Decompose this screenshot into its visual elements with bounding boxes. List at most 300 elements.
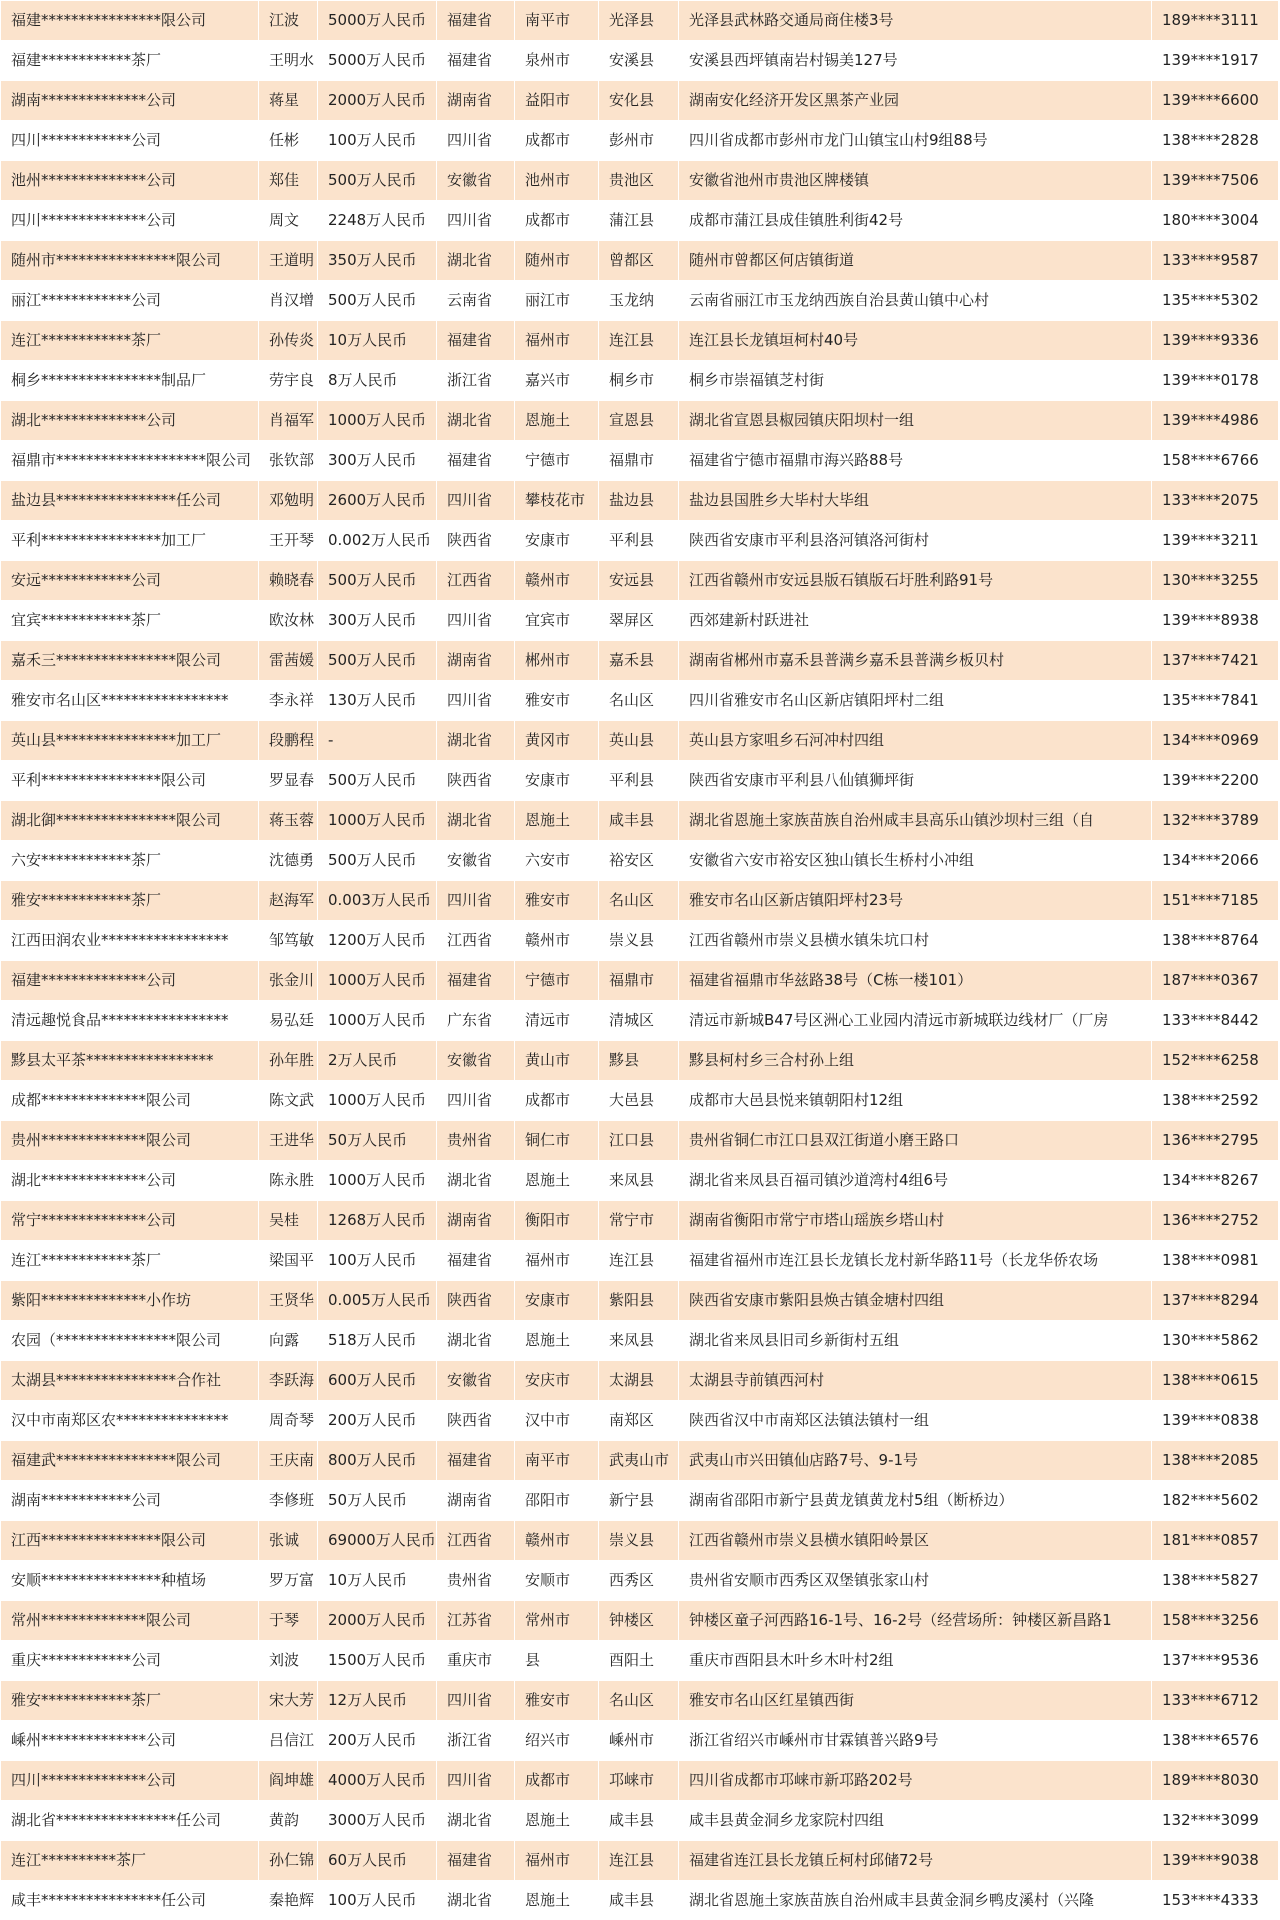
phone-cell: 139****7506: [1152, 161, 1279, 201]
table-row: [1, 481, 1279, 521]
legal-person-cell: 陈文武: [259, 1081, 318, 1121]
registered-capital-cell: 0.002万人民币: [318, 521, 437, 561]
county-cell: 太湖县: [599, 1361, 679, 1401]
city-cell: 恩施土: [515, 1801, 599, 1841]
address-cell: 武夷山市兴田镇仙店路7号、9-1号: [679, 1441, 1152, 1481]
phone-cell: 134****2066: [1152, 841, 1279, 881]
registered-capital-cell: 50万人民币: [318, 1121, 437, 1161]
registered-capital-cell: 4000万人民币: [318, 1761, 437, 1801]
province-cell: 湖南省: [437, 641, 515, 681]
county-cell: 咸丰县: [599, 1881, 679, 1920]
table-row: [1, 201, 1279, 241]
city-cell: 赣州市: [515, 561, 599, 601]
address-cell: 雅安市名山区新店镇阳坪村23号: [679, 881, 1152, 921]
table-row: [1, 1641, 1279, 1681]
city-cell: 安康市: [515, 521, 599, 561]
phone-cell: 137****9536: [1152, 1641, 1279, 1681]
county-cell: 光泽县: [599, 1, 679, 41]
phone-cell: 138****5827: [1152, 1561, 1279, 1601]
table-row: [1, 961, 1279, 1001]
county-cell: 盐边县: [599, 481, 679, 521]
city-cell: 黄山市: [515, 1041, 599, 1081]
county-cell: 平利县: [599, 521, 679, 561]
county-cell: 西秀区: [599, 1561, 679, 1601]
table-row: [1, 1161, 1279, 1201]
legal-person-cell: 邹笃敏: [259, 921, 318, 961]
registered-capital-cell: -: [318, 721, 437, 761]
address-cell: 福建省宁德市福鼎市海兴路88号: [679, 441, 1152, 481]
phone-cell: 158****3256: [1152, 1601, 1279, 1641]
city-cell: 宜宾市: [515, 601, 599, 641]
city-cell: 常州市: [515, 1601, 599, 1641]
province-cell: 四川省: [437, 1681, 515, 1721]
phone-cell: 139****3211: [1152, 521, 1279, 561]
address-cell: 连江县长龙镇垣柯村40号: [679, 321, 1152, 361]
table-row: [1, 801, 1279, 841]
province-cell: 福建省: [437, 1241, 515, 1281]
legal-person-cell: 王贤华: [259, 1281, 318, 1321]
province-cell: 浙江省: [437, 361, 515, 401]
phone-cell: 133****8442: [1152, 1001, 1279, 1041]
city-cell: 随州市: [515, 241, 599, 281]
phone-cell: 133****2075: [1152, 481, 1279, 521]
city-cell: 赣州市: [515, 921, 599, 961]
table-row: [1, 1681, 1279, 1721]
company-name-cell: 连江**********茶厂: [1, 1841, 259, 1881]
province-cell: 四川省: [437, 1761, 515, 1801]
province-cell: 福建省: [437, 1441, 515, 1481]
address-cell: 湖南安化经济开发区黑茶产业园: [679, 81, 1152, 121]
province-cell: 湖北省: [437, 1801, 515, 1841]
address-cell: 陕西省汉中市南郑区法镇法镇村一组: [679, 1401, 1152, 1441]
county-cell: 咸丰县: [599, 801, 679, 841]
phone-cell: 158****6766: [1152, 441, 1279, 481]
city-cell: 泉州市: [515, 41, 599, 81]
legal-person-cell: 孙年胜: [259, 1041, 318, 1081]
company-name-cell: 嵊州**************公司: [1, 1721, 259, 1761]
city-cell: 县: [515, 1641, 599, 1681]
province-cell: 四川省: [437, 1081, 515, 1121]
province-cell: 安徽省: [437, 1041, 515, 1081]
province-cell: 陕西省: [437, 1401, 515, 1441]
table-row: [1, 161, 1279, 201]
legal-person-cell: 陈永胜: [259, 1161, 318, 1201]
county-cell: 英山县: [599, 721, 679, 761]
company-name-cell: 江西田润农业*****************: [1, 921, 259, 961]
province-cell: 湖南省: [437, 1481, 515, 1521]
phone-cell: 182****5602: [1152, 1481, 1279, 1521]
phone-cell: 139****2200: [1152, 761, 1279, 801]
registered-capital-cell: 0.003万人民币: [318, 881, 437, 921]
county-cell: 安化县: [599, 81, 679, 121]
registered-capital-cell: 5000万人民币: [318, 41, 437, 81]
company-name-cell: 平利****************加工厂: [1, 521, 259, 561]
registered-capital-cell: 2万人民币: [318, 1041, 437, 1081]
table-row: [1, 641, 1279, 681]
legal-person-cell: 宋大芳: [259, 1681, 318, 1721]
table-row: [1, 1361, 1279, 1401]
legal-person-cell: 刘波: [259, 1641, 318, 1681]
city-cell: 六安市: [515, 841, 599, 881]
county-cell: 名山区: [599, 881, 679, 921]
registered-capital-cell: 12万人民币: [318, 1681, 437, 1721]
company-name-cell: 四川**************公司: [1, 201, 259, 241]
registered-capital-cell: 1268万人民币: [318, 1201, 437, 1241]
registered-capital-cell: 2000万人民币: [318, 81, 437, 121]
table-row: [1, 681, 1279, 721]
phone-cell: 138****2085: [1152, 1441, 1279, 1481]
city-cell: 益阳市: [515, 81, 599, 121]
province-cell: 安徽省: [437, 841, 515, 881]
legal-person-cell: 向露: [259, 1321, 318, 1361]
province-cell: 福建省: [437, 1841, 515, 1881]
address-cell: 江西省赣州市安远县版石镇版石圩胜利路91号: [679, 561, 1152, 601]
address-cell: 湖北省来凤县旧司乡新街村五组: [679, 1321, 1152, 1361]
city-cell: 汉中市: [515, 1401, 599, 1441]
legal-person-cell: 劳宇良: [259, 361, 318, 401]
registered-capital-cell: 1000万人民币: [318, 1161, 437, 1201]
province-cell: 江西省: [437, 921, 515, 961]
legal-person-cell: 李跃海: [259, 1361, 318, 1401]
county-cell: 紫阳县: [599, 1281, 679, 1321]
county-cell: 贵池区: [599, 161, 679, 201]
legal-person-cell: 蒋玉蓉: [259, 801, 318, 841]
address-cell: 英山县方家咀乡石河冲村四组: [679, 721, 1152, 761]
table-row: [1, 321, 1279, 361]
table-row: [1, 1521, 1279, 1561]
phone-cell: 139****6600: [1152, 81, 1279, 121]
province-cell: 福建省: [437, 321, 515, 361]
phone-cell: 138****0615: [1152, 1361, 1279, 1401]
company-name-cell: 常宁**************公司: [1, 1201, 259, 1241]
address-cell: 安徽省池州市贵池区牌楼镇: [679, 161, 1152, 201]
phone-cell: 152****6258: [1152, 1041, 1279, 1081]
table-row: [1, 121, 1279, 161]
table-row: [1, 1561, 1279, 1601]
phone-cell: 151****7185: [1152, 881, 1279, 921]
legal-person-cell: 吕信江: [259, 1721, 318, 1761]
city-cell: 福州市: [515, 1841, 599, 1881]
company-name-cell: 农园（****************限公司: [1, 1321, 259, 1361]
province-cell: 福建省: [437, 41, 515, 81]
legal-person-cell: 赖晓春: [259, 561, 318, 601]
registered-capital-cell: 8万人民币: [318, 361, 437, 401]
registered-capital-cell: 60万人民币: [318, 1841, 437, 1881]
phone-cell: 136****2752: [1152, 1201, 1279, 1241]
phone-cell: 139****1917: [1152, 41, 1279, 81]
city-cell: 丽江市: [515, 281, 599, 321]
table-row: [1, 1241, 1279, 1281]
phone-cell: 132****3099: [1152, 1801, 1279, 1841]
address-cell: 安溪县西坪镇南岩村锡美127号: [679, 41, 1152, 81]
table-row: [1, 1721, 1279, 1761]
county-cell: 名山区: [599, 1681, 679, 1721]
address-cell: 咸丰县黄金洞乡龙家院村四组: [679, 1801, 1152, 1841]
county-cell: 连江县: [599, 1841, 679, 1881]
province-cell: 湖北省: [437, 801, 515, 841]
table-row: [1, 1481, 1279, 1521]
address-cell: 四川省雅安市名山区新店镇阳坪村二组: [679, 681, 1152, 721]
table-row: [1, 1081, 1279, 1121]
city-cell: 赣州市: [515, 1521, 599, 1561]
company-name-cell: 安远************公司: [1, 561, 259, 601]
province-cell: 四川省: [437, 201, 515, 241]
city-cell: 恩施土: [515, 401, 599, 441]
legal-person-cell: 段鹏程: [259, 721, 318, 761]
table-row: [1, 441, 1279, 481]
province-cell: 贵州省: [437, 1561, 515, 1601]
address-cell: 四川省成都市彭州市龙门山镇宝山村9组88号: [679, 121, 1152, 161]
address-cell: 太湖县寺前镇西河村: [679, 1361, 1152, 1401]
province-cell: 安徽省: [437, 161, 515, 201]
address-cell: 江西省赣州市崇义县横水镇阳岭景区: [679, 1521, 1152, 1561]
province-cell: 陕西省: [437, 1281, 515, 1321]
province-cell: 江苏省: [437, 1601, 515, 1641]
legal-person-cell: 罗显春: [259, 761, 318, 801]
province-cell: 浙江省: [437, 1721, 515, 1761]
phone-cell: 130****5862: [1152, 1321, 1279, 1361]
registered-capital-cell: 1000万人民币: [318, 401, 437, 441]
company-name-cell: 嘉禾三****************限公司: [1, 641, 259, 681]
phone-cell: 180****3004: [1152, 201, 1279, 241]
legal-person-cell: 孙仁锦: [259, 1841, 318, 1881]
county-cell: 常宁市: [599, 1201, 679, 1241]
company-name-cell: 福建****************限公司: [1, 1, 259, 41]
company-name-cell: 福建************茶厂: [1, 41, 259, 81]
phone-cell: 139****8938: [1152, 601, 1279, 641]
legal-person-cell: 王道明: [259, 241, 318, 281]
county-cell: 宣恩县: [599, 401, 679, 441]
registered-capital-cell: 10万人民币: [318, 1561, 437, 1601]
table-row: [1, 361, 1279, 401]
address-cell: 湖南省郴州市嘉禾县普满乡嘉禾县普满乡板贝村: [679, 641, 1152, 681]
table-row: [1, 921, 1279, 961]
registered-capital-cell: 1000万人民币: [318, 801, 437, 841]
province-cell: 贵州省: [437, 1121, 515, 1161]
legal-person-cell: 肖福军: [259, 401, 318, 441]
company-name-cell: 黟县太平茶*****************: [1, 1041, 259, 1081]
city-cell: 恩施土: [515, 1321, 599, 1361]
city-cell: 郴州市: [515, 641, 599, 681]
registered-capital-cell: 500万人民币: [318, 841, 437, 881]
legal-person-cell: 梁国平: [259, 1241, 318, 1281]
registered-capital-cell: 130万人民币: [318, 681, 437, 721]
legal-person-cell: 李修班: [259, 1481, 318, 1521]
legal-person-cell: 肖汉增: [259, 281, 318, 321]
table-row: [1, 1001, 1279, 1041]
registered-capital-cell: 500万人民币: [318, 161, 437, 201]
table-row: [1, 601, 1279, 641]
county-cell: 黟县: [599, 1041, 679, 1081]
company-name-cell: 四川************公司: [1, 121, 259, 161]
legal-person-cell: 孙传炎: [259, 321, 318, 361]
phone-cell: 139****4986: [1152, 401, 1279, 441]
city-cell: 安康市: [515, 761, 599, 801]
address-cell: 浙江省绍兴市嵊州市甘霖镇普兴路9号: [679, 1721, 1152, 1761]
table-row: [1, 1761, 1279, 1801]
county-cell: 来凤县: [599, 1321, 679, 1361]
city-cell: 清远市: [515, 1001, 599, 1041]
legal-person-cell: 吴桂: [259, 1201, 318, 1241]
address-cell: 随州市曾都区何店镇街道: [679, 241, 1152, 281]
company-name-cell: 平利****************限公司: [1, 761, 259, 801]
province-cell: 湖北省: [437, 721, 515, 761]
address-cell: 陕西省安康市平利县八仙镇狮坪街: [679, 761, 1152, 801]
phone-cell: 132****3789: [1152, 801, 1279, 841]
company-name-cell: 盐边县****************任公司: [1, 481, 259, 521]
registered-capital-cell: 100万人民币: [318, 1881, 437, 1920]
phone-cell: 133****6712: [1152, 1681, 1279, 1721]
table-row: [1, 1841, 1279, 1881]
company-name-cell: 随州市****************限公司: [1, 241, 259, 281]
address-cell: 湖南省邵阳市新宁县黄龙镇黄龙村5组（断桥边）: [679, 1481, 1152, 1521]
registered-capital-cell: 1500万人民币: [318, 1641, 437, 1681]
city-cell: 攀枝花市: [515, 481, 599, 521]
legal-person-cell: 任彬: [259, 121, 318, 161]
county-cell: 邛崃市: [599, 1761, 679, 1801]
phone-cell: 138****2828: [1152, 121, 1279, 161]
county-cell: 福鼎市: [599, 961, 679, 1001]
table-row: [1, 1801, 1279, 1841]
address-cell: 光泽县武林路交通局商住楼3号: [679, 1, 1152, 41]
legal-person-cell: 邓勉明: [259, 481, 318, 521]
registered-capital-cell: 1000万人民币: [318, 1001, 437, 1041]
legal-person-cell: 王进华: [259, 1121, 318, 1161]
province-cell: 湖南省: [437, 81, 515, 121]
address-cell: 陕西省安康市紫阳县焕古镇金塘村四组: [679, 1281, 1152, 1321]
county-cell: 崇义县: [599, 921, 679, 961]
company-name-cell: 雅安************茶厂: [1, 1681, 259, 1721]
phone-cell: 139****9038: [1152, 1841, 1279, 1881]
county-cell: 咸丰县: [599, 1801, 679, 1841]
county-cell: 曾都区: [599, 241, 679, 281]
province-cell: 湖北省: [437, 401, 515, 441]
company-name-cell: 咸丰****************任公司: [1, 1881, 259, 1920]
company-name-cell: 宜宾************茶厂: [1, 601, 259, 641]
table-row: [1, 281, 1279, 321]
legal-person-cell: 蒋星: [259, 81, 318, 121]
city-cell: 邵阳市: [515, 1481, 599, 1521]
phone-cell: 138****2592: [1152, 1081, 1279, 1121]
registered-capital-cell: 50万人民币: [318, 1481, 437, 1521]
phone-cell: 139****0178: [1152, 361, 1279, 401]
company-name-cell: 贵州**************限公司: [1, 1121, 259, 1161]
province-cell: 云南省: [437, 281, 515, 321]
company-name-cell: 成都**************限公司: [1, 1081, 259, 1121]
legal-person-cell: 张金川: [259, 961, 318, 1001]
table-row: [1, 521, 1279, 561]
county-cell: 新宁县: [599, 1481, 679, 1521]
registered-capital-cell: 600万人民币: [318, 1361, 437, 1401]
city-cell: 南平市: [515, 1441, 599, 1481]
city-cell: 成都市: [515, 201, 599, 241]
county-cell: 名山区: [599, 681, 679, 721]
county-cell: 彭州市: [599, 121, 679, 161]
company-name-cell: 江西****************限公司: [1, 1521, 259, 1561]
address-cell: 江西省赣州市崇义县横水镇朱坑口村: [679, 921, 1152, 961]
address-cell: 云南省丽江市玉龙纳西族自治县黄山镇中心村: [679, 281, 1152, 321]
city-cell: 安康市: [515, 1281, 599, 1321]
registered-capital-cell: 800万人民币: [318, 1441, 437, 1481]
table-row: [1, 1201, 1279, 1241]
registered-capital-cell: 300万人民币: [318, 601, 437, 641]
phone-cell: 153****4333: [1152, 1881, 1279, 1920]
legal-person-cell: 江波: [259, 1, 318, 41]
table-row: [1, 41, 1279, 81]
city-cell: 恩施土: [515, 1161, 599, 1201]
county-cell: 钟楼区: [599, 1601, 679, 1641]
phone-cell: 187****0367: [1152, 961, 1279, 1001]
legal-person-cell: 沈德勇: [259, 841, 318, 881]
company-name-cell: 连江************茶厂: [1, 1241, 259, 1281]
table-row: [1, 1, 1279, 41]
address-cell: 湖南省衡阳市常宁市塔山瑶族乡塔山村: [679, 1201, 1152, 1241]
company-name-cell: 常州**************限公司: [1, 1601, 259, 1641]
address-cell: 桐乡市崇福镇芝村街: [679, 361, 1152, 401]
phone-cell: 136****2795: [1152, 1121, 1279, 1161]
address-cell: 陕西省安康市平利县洛河镇洛河街村: [679, 521, 1152, 561]
table-row: [1, 1601, 1279, 1641]
address-cell: 福建省福鼎市华兹路38号（C栋一楼101）: [679, 961, 1152, 1001]
registered-capital-cell: 500万人民币: [318, 761, 437, 801]
county-cell: 嘉禾县: [599, 641, 679, 681]
registered-capital-cell: 500万人民币: [318, 561, 437, 601]
registered-capital-cell: 518万人民币: [318, 1321, 437, 1361]
company-name-cell: 清远趣悦食品*****************: [1, 1001, 259, 1041]
address-cell: 湖北省恩施土家族苗族自治州咸丰县高乐山镇沙坝村三组（自: [679, 801, 1152, 841]
county-cell: 福鼎市: [599, 441, 679, 481]
table-row: [1, 561, 1279, 601]
company-name-cell: 福建武****************限公司: [1, 1441, 259, 1481]
records-body: [1, 1, 1279, 1920]
city-cell: 恩施土: [515, 1881, 599, 1920]
table-row: [1, 761, 1279, 801]
county-cell: 江口县: [599, 1121, 679, 1161]
address-cell: 湖北省恩施土家族苗族自治州咸丰县黄金洞乡鸭皮溪村（兴隆: [679, 1881, 1152, 1920]
legal-person-cell: 欧汝林: [259, 601, 318, 641]
address-cell: 成都市大邑县悦来镇朝阳村12组: [679, 1081, 1152, 1121]
province-cell: 湖北省: [437, 241, 515, 281]
phone-cell: 134****8267: [1152, 1161, 1279, 1201]
province-cell: 湖北省: [437, 1321, 515, 1361]
registered-capital-cell: 2600万人民币: [318, 481, 437, 521]
county-cell: 来凤县: [599, 1161, 679, 1201]
table-row: [1, 1041, 1279, 1081]
province-cell: 四川省: [437, 121, 515, 161]
registered-capital-cell: 2248万人民币: [318, 201, 437, 241]
county-cell: 玉龙纳: [599, 281, 679, 321]
city-cell: 宁德市: [515, 961, 599, 1001]
legal-person-cell: 李永祥: [259, 681, 318, 721]
address-cell: 四川省成都市邛崃市新邛路202号: [679, 1761, 1152, 1801]
county-cell: 嵊州市: [599, 1721, 679, 1761]
phone-cell: 135****5302: [1152, 281, 1279, 321]
city-cell: 安庆市: [515, 1361, 599, 1401]
company-name-cell: 英山县****************加工厂: [1, 721, 259, 761]
province-cell: 福建省: [437, 961, 515, 1001]
company-name-cell: 安顺****************种植场: [1, 1561, 259, 1601]
table-row: [1, 1441, 1279, 1481]
province-cell: 江西省: [437, 1521, 515, 1561]
city-cell: 铜仁市: [515, 1121, 599, 1161]
company-name-cell: 太湖县****************合作社: [1, 1361, 259, 1401]
province-cell: 湖北省: [437, 1881, 515, 1920]
legal-person-cell: 王明水: [259, 41, 318, 81]
phone-cell: 137****8294: [1152, 1281, 1279, 1321]
legal-person-cell: 秦艳辉: [259, 1881, 318, 1920]
legal-person-cell: 赵海军: [259, 881, 318, 921]
address-cell: 贵州省铜仁市江口县双江街道小磨王路口: [679, 1121, 1152, 1161]
